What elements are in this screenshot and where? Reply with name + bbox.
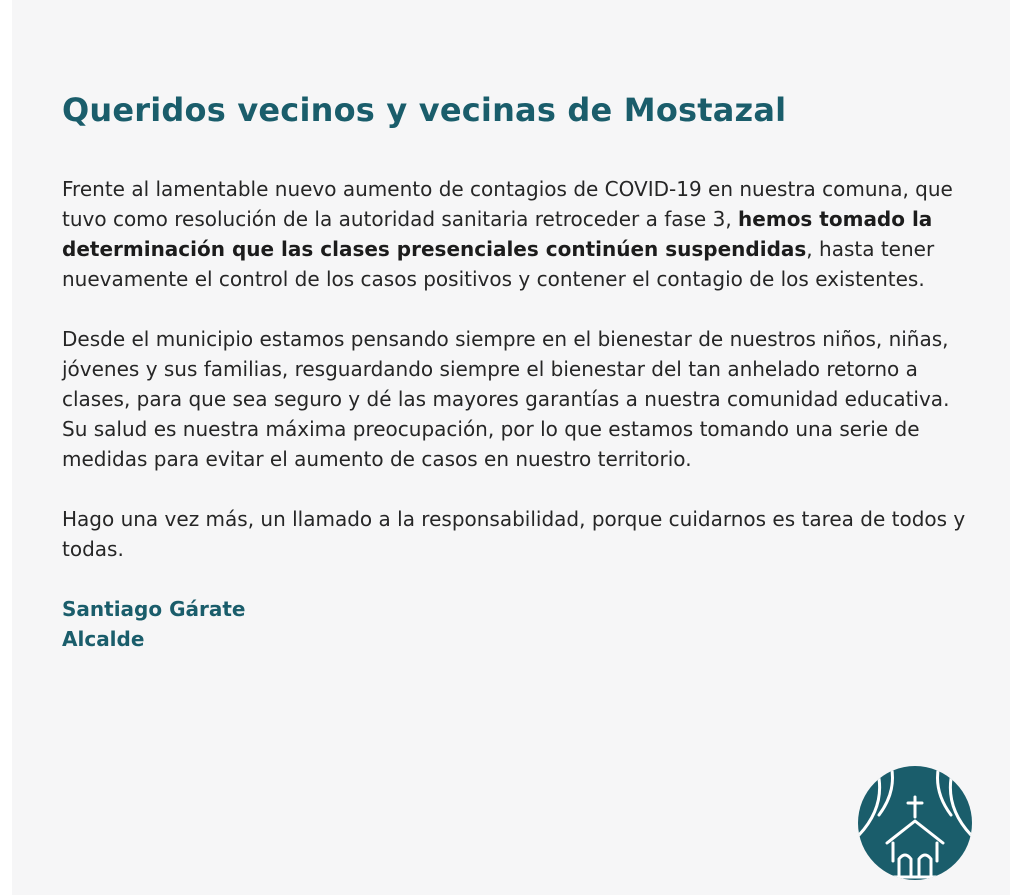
church-logo-icon [857,765,973,881]
signature-role: Alcalde [62,627,145,651]
paragraph-2: Desde el municipio estamos pensando siempre en el bienestar de nuestros niños, niñas, jóvenes y sus familias, resguardando siempre el bienestar del tan anhelado retorno a clases, para que sea seguro y dé las mayores garantías a nuestra comunidad educativa. Su salud es nuestra máxima preocupación, por lo que estamos tomando una serie de medidas para evitar el aumento de casos en nuestro territorio. [62,327,950,471]
letter-title: Queridos vecinos y vecinas de Mostazal [62,91,787,129]
paragraph-3: Hago una vez más, un llamado a la responsabilidad, porque cuidarnos es tarea de todos y todas. [62,507,966,561]
paragraph-1-emphasis: hemos tomado la determinación que las clases presenciales continúen suspendidas [62,207,933,261]
signature-block [62,594,982,654]
paragraph-1-start: Frente al lamentable nuevo aumento de contagios de COVID-19 en nuestra comuna, que tuvo como resolución de la autoridad sanitaria retroceder a fase 3, [62,177,953,231]
paragraph-1-end: , hasta tener nuevamente el control de los casos positivos y contener el contagio de los existentes. [62,237,935,291]
letter-page [12,0,1010,895]
paragraph-1 [62,174,967,294]
letter-content [62,84,982,654]
signature-name: Santiago Gárate [62,597,246,621]
